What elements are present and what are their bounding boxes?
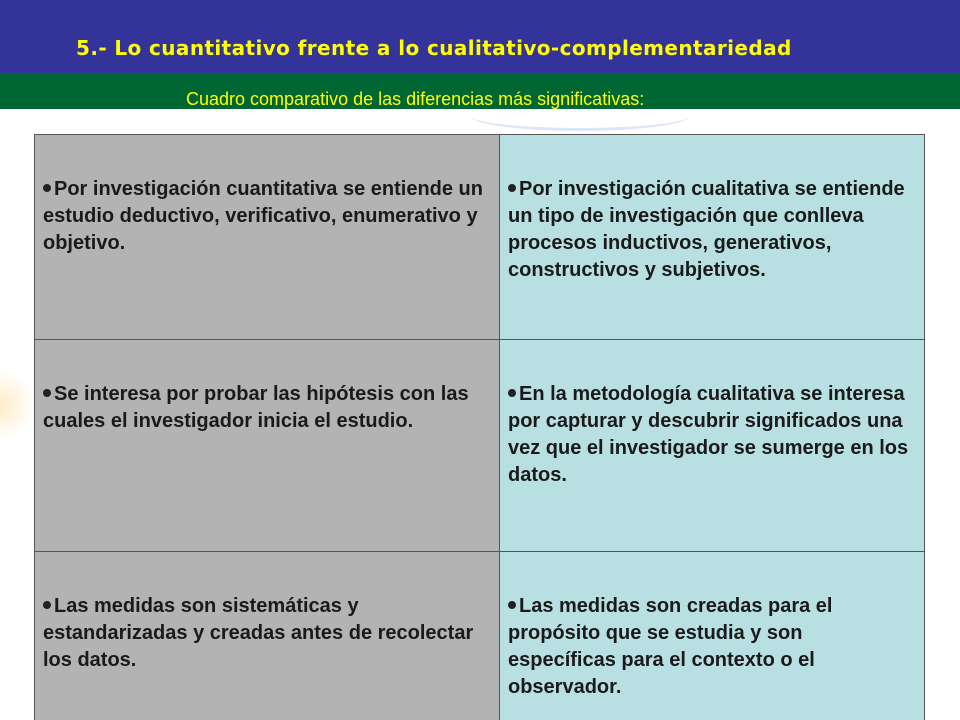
bullet-icon	[508, 184, 516, 192]
quantitative-cell	[35, 135, 500, 340]
table-row	[35, 552, 925, 720]
cell-text: Las medidas son sistemáticas y estandarizadas y creadas antes de recolectar los datos.	[43, 595, 474, 671]
cell-text: Por investigación cualitativa se entiende un tipo de investigación que conlleva procesos inductivos, generativos, constructivos y subjetivos.	[508, 178, 905, 281]
bullet-icon	[508, 601, 516, 609]
table-row	[35, 135, 925, 340]
bullet-icon	[43, 389, 51, 397]
slide-title: 5.- Lo cuantitativo frente a lo cualitativo-complementariedad	[76, 36, 792, 60]
bullet-icon	[508, 389, 516, 397]
cell-text: Se interesa por probar las hipótesis con las cuales el investigador inicia el estudio.	[43, 383, 469, 432]
quantitative-cell	[35, 552, 500, 720]
comparison-table	[34, 134, 925, 720]
slide-subtitle: Cuadro comparativo de las diferencias más significativas:	[186, 89, 645, 109]
cell-text: Las medidas son creadas para el propósito que se estudia y son específicas para el contexto o el observador.	[508, 595, 833, 698]
bullet-icon	[43, 601, 51, 609]
qualitative-cell	[500, 135, 925, 340]
qualitative-cell	[500, 340, 925, 552]
cell-text: Por investigación cuantitativa se entiende un estudio deductivo, verificativo, enumerativo y objetivo.	[43, 178, 483, 254]
table-row	[35, 340, 925, 552]
decorative-glow	[0, 370, 36, 440]
bullet-icon	[43, 184, 51, 192]
cell-text: En la metodología cualitativa se interesa por capturar y descubrir significados una vez que el investigador se sumerge en los datos.	[508, 383, 909, 486]
decorative-arc	[470, 100, 690, 131]
quantitative-cell	[35, 340, 500, 552]
qualitative-cell	[500, 552, 925, 720]
